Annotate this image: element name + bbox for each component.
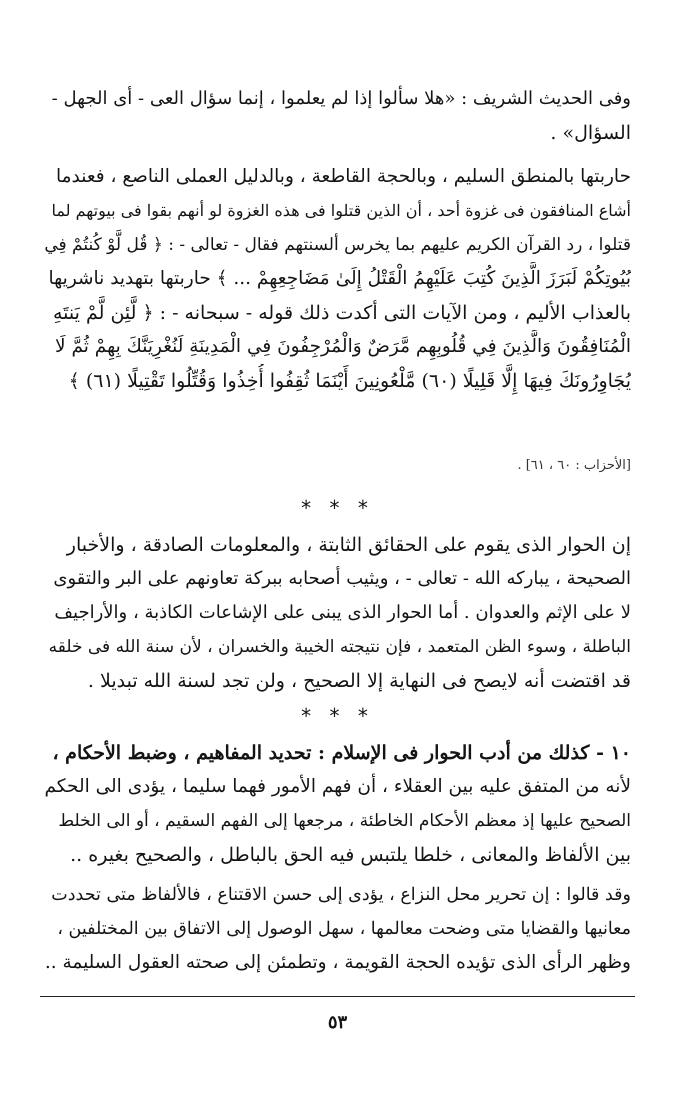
- text-line: ١٠ - كذلك من أدب الحوار فى الإسلام : تحديد المفاهيم ، وضبط الأحكام ،: [52, 742, 631, 764]
- text-line: أشاع المنافقون فى غزوة أحد ، أن الذين قتلوا فى هذه الغزوة لو أنهم بقوا فى بيوتهم لما: [51, 201, 631, 220]
- uhud-paragraph: [44, 160, 631, 398]
- footer-rule: [40, 996, 635, 997]
- quran-reference: [44, 458, 631, 473]
- text-line: إن الحوار الذى يقوم على الحقائق الثابتة ، والمعلومات الصادقة ، والأخبار: [66, 534, 631, 556]
- text-line: قتلوا ، رد القرآن الكريم عليهم بما يخرس ألسنتهم فقال - تعالى - : ﴿ قُل لَّوْ كُنتُمْ فِي: [44, 235, 631, 255]
- text-line: الْمُنَافِقُونَ وَالَّذِينَ فِي قُلُوبِهِم مَّرَضٌ وَالْمُرْجِفُونَ فِي الْمَدِينَةِ لَنُغْرِيَنَّكَ بِهِمْ ثُمَّ لَا: [55, 336, 631, 357]
- reference-text: [الأحزاب : ٦٠ ، ٦١] .: [517, 458, 631, 473]
- dispute-paragraph: [44, 878, 631, 980]
- text-line: معانيها والقضايا متى وضحت معالمها ، سهل الوصول إلى الاتفاق بين المختلفين ،: [57, 919, 631, 939]
- text-line: بالعذاب الأليم ، ومن الآيات التى أكدت ذلك قوله - سبحانه - : ﴿ لَّئِن لَّمْ يَنتَهِ: [53, 302, 631, 324]
- concepts-paragraph: [44, 736, 631, 872]
- text-line: وفى الحديث الشريف : «هلا سألوا إذا لم يعلموا ، إنما سؤال العى - أى الجهل -: [51, 88, 631, 109]
- hadith-paragraph: [44, 82, 631, 150]
- section-separator: * * *: [301, 496, 374, 520]
- text-line: قد اقتضت أنه لايصح فى النهاية إلا الصحيح ، ولن تجد لسنة الله تبديلا .: [87, 670, 631, 692]
- section-separator: * * *: [301, 704, 374, 728]
- text-line: السؤال» .: [550, 122, 631, 144]
- dialogue-paragraph: [44, 528, 631, 698]
- text-line: وظهر الرأى الذى تؤيده الحجة القويمة ، وتطمئن إلى صحته العقول السليمة ..: [44, 952, 631, 973]
- text-line: بُيُوتِكُمْ لَبَرَزَ الَّذِينَ كُتِبَ عَلَيْهِمُ الْقَتْلُ إِلَىٰ مَضَاجِعِهِمْ ... ﴾ حاربتها بتهديد ناشريها: [48, 268, 631, 289]
- text-line: لأنه من المتفق عليه بين العقلاء ، أن فهم الأمور فهما سليما ، يؤدى الى الحكم: [44, 776, 631, 797]
- text-line: الصحيحة ، يباركه الله - تعالى - ، ويثيب أصحابه ببركة تعاونهم على البر والتقوى: [53, 568, 631, 589]
- text-line: لا على الإثم والعدوان . أما الحوار الذى يبنى على الإشاعات الكاذبة ، والأراجيف: [54, 602, 631, 623]
- text-line: حاربتها بالمنطق السليم ، وبالحجة القاطعة ، وبالدليل العملى الناصع ، فعندما: [56, 166, 631, 187]
- text-line: الباطلة ، وسوء الظن المتعمد ، فإن نتيجته الخيبة والخسران ، لأن سنة الله فى خلقه: [48, 637, 631, 657]
- text-line: بين الألفاظ والمعانى ، خلطا يلتبس فيه الحق بالباطل ، والصحيح بغيره ..: [70, 844, 631, 866]
- text-line: وقد قالوا : إن تحرير محل النزاع ، يؤدى إلى حسن الاقتناع ، فالألفاظ متى تحددت: [51, 885, 631, 905]
- text-line: الصحيح عليها إذ معظم الأحكام الخاطئة ، مرجعها إلى الفهم السقيم ، أو الى الخلط: [58, 811, 631, 831]
- text-line: يُجَاوِرُونَكَ فِيهَا إِلَّا قَلِيلًا (٦٠) مَّلْعُونِينَ أَيْنَمَا ثُقِفُوا أُخِذُوا وَقُتِّلُوا تَقْتِيلًا (٦١) ﴾: [68, 370, 631, 392]
- page-number: ٥٣: [327, 1012, 348, 1033]
